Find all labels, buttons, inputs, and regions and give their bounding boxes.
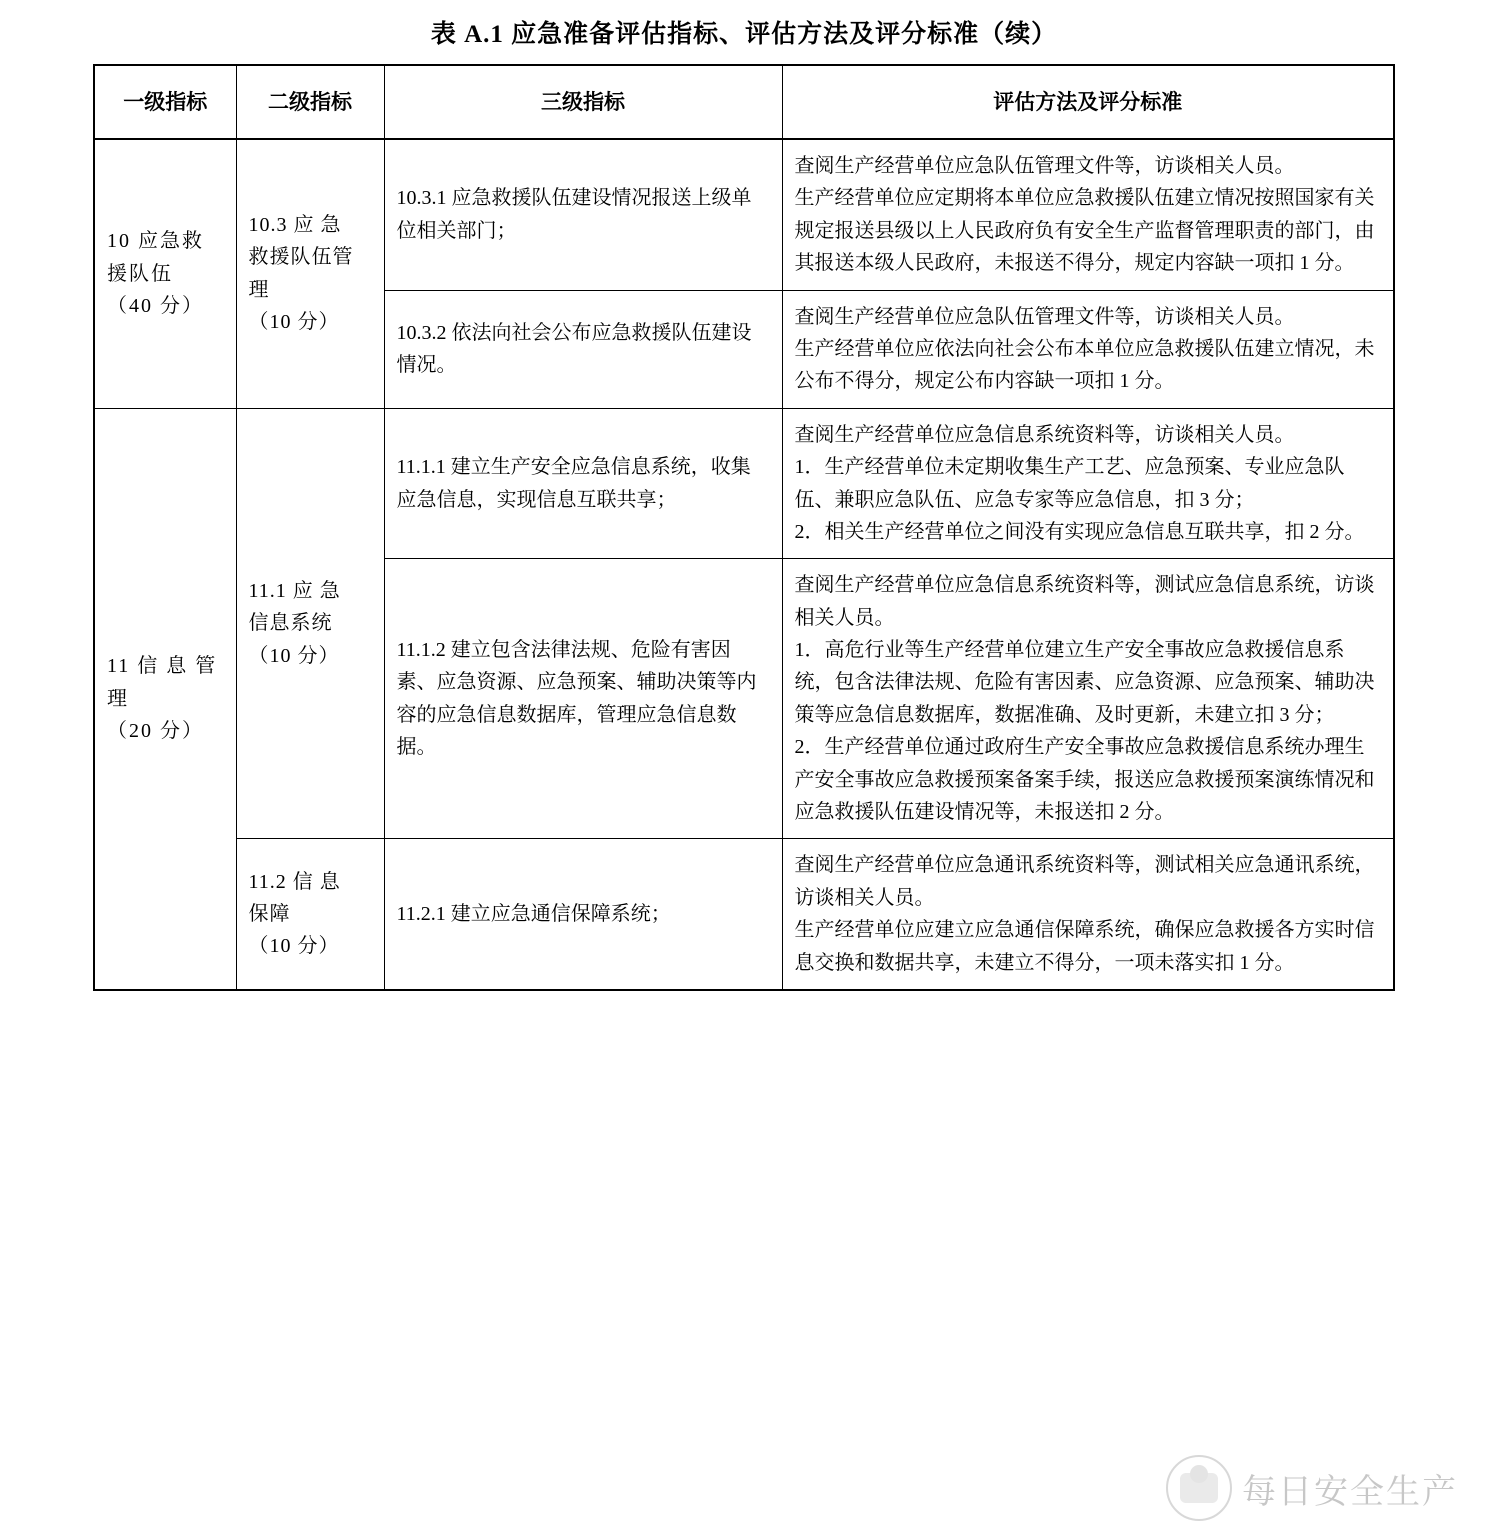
table-row [94, 408, 1394, 559]
method-cell-10-3-1: 查阅生产经营单位应急队伍管理文件等，访谈相关人员。 生产经营单位应定期将本单位应急救援队伍建立情况按照国家有关规定报送县级以上人民政府负有安全生产监督管理职责的部门，由其报送本级人民政府，未报送不得分，规定内容缺一项扣 1 分。 [782, 139, 1394, 290]
column-header-level1: 一级指标 [94, 65, 236, 139]
level3-cell-11-1-2: 11.1.2 建立包含法律法规、危险有害因素、应急资源、应急预案、辅助决策等内容的应急信息数据库，管理应急信息数据。 [384, 559, 782, 839]
level1-cell-10: 10 应急救 援队伍 （40 分） [94, 139, 236, 408]
column-header-method: 评估方法及评分标准 [782, 65, 1394, 139]
table-row [94, 839, 1394, 990]
level1-cell-11: 11 信 息 管 理 （20 分） [94, 408, 236, 990]
table-row [94, 139, 1394, 290]
level2-cell-11-1: 11.1 应 急 信息系统 （10 分） [236, 408, 384, 839]
circular-logo-icon [1166, 1455, 1232, 1521]
table-header-row [94, 65, 1394, 139]
method-cell-10-3-2: 查阅生产经营单位应急队伍管理文件等，访谈相关人员。 生产经营单位应依法向社会公布本单位应急救援队伍建立情况，未公布不得分，规定公布内容缺一项扣 1 分。 [782, 290, 1394, 408]
level3-cell-10-3-1: 10.3.1 应急救援队伍建设情况报送上级单位相关部门； [384, 139, 782, 290]
level2-cell-11-2: 11.2 信 息 保障 （10 分） [236, 839, 384, 990]
page-title: 表 A.1 应急准备评估指标、评估方法及评分标准（续） [430, 21, 1058, 48]
watermark-text: 每日安全生产 [1242, 1473, 1458, 1511]
watermark [1166, 1455, 1458, 1521]
method-cell-11-1-1: 查阅生产经营单位应急信息系统资料等，访谈相关人员。 1．生产经营单位未定期收集生产工艺、应急预案、专业应急队伍、兼职应急队伍、应急专家等应急信息，扣 3 分； 2．相关生产经营单位之间没有实现应急信息互联共享，扣 2 分。 [782, 408, 1394, 559]
column-header-level2: 二级指标 [236, 65, 384, 139]
level3-cell-10-3-2: 10.3.2 依法向社会公布应急救援队伍建设情况。 [384, 290, 782, 408]
level3-cell-11-1-1: 11.1.1 建立生产安全应急信息系统，收集应急信息，实现信息互联共享； [384, 408, 782, 559]
method-cell-11-2-1: 查阅生产经营单位应急通讯系统资料等，测试相关应急通讯系统，访谈相关人员。 生产经营单位应建立应急通信保障系统，确保应急救援各方实时信息交换和数据共享，未建立不得分，一项未落实扣 1 分。 [782, 839, 1394, 990]
column-header-level3: 三级指标 [384, 65, 782, 139]
level3-cell-11-2-1: 11.2.1 建立应急通信保障系统； [384, 839, 782, 990]
level2-cell-10-3: 10.3 应 急 救援队伍管 理 （10 分） [236, 139, 384, 408]
assessment-table [93, 64, 1395, 991]
method-cell-11-1-2: 查阅生产经营单位应急信息系统资料等，测试应急信息系统，访谈相关人员。 1．高危行业等生产经营单位建立生产安全事故应急救援信息系统，包含法律法规、危险有害因素、应急资源、应急预案、辅助决策等应急信息数据库，数据准确、及时更新，未建立扣 3 分； 2．生产经营单位通过政府生产安全事故应急救援信息系统办理生产安全事故应急救援预案备案手续，报送应急救援预案演练情况和应急救援队伍建设情况等，未报送扣 2 分。 [782, 559, 1394, 839]
